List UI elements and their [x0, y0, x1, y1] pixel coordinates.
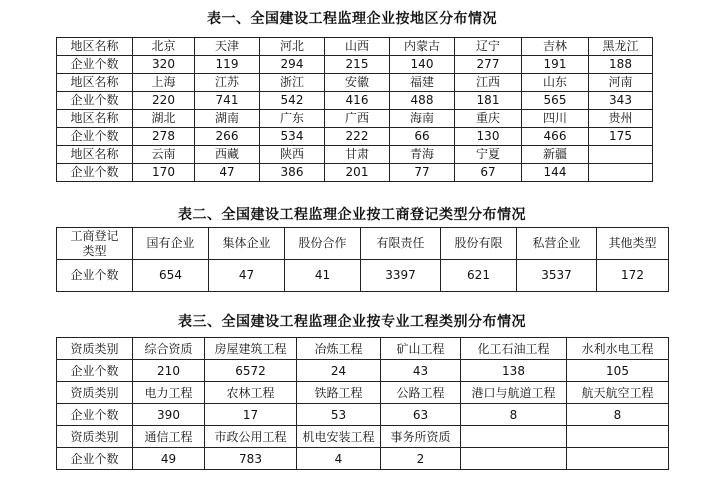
table-cell: 陕西 — [260, 146, 325, 164]
table-cell: 冶炼工程 — [297, 338, 381, 360]
table-cell — [567, 448, 669, 470]
table-cell: 天津 — [195, 38, 260, 56]
region-name-row — [57, 74, 653, 92]
table-cell: 3537 — [517, 260, 597, 292]
table-cell: 广西 — [325, 110, 390, 128]
region-name-row — [57, 38, 653, 56]
row-label-cell: 企业个数 — [57, 448, 133, 470]
table-cell: 43 — [381, 360, 461, 382]
table-cell: 港口与航道工程 — [461, 382, 567, 404]
table-cell: 有限责任 — [361, 228, 441, 260]
table-cell: 国有企业 — [133, 228, 209, 260]
table-cell: 215 — [325, 56, 390, 74]
table-cell: 黑龙江 — [589, 38, 653, 56]
table-cell — [461, 426, 567, 448]
table-cell: 49 — [133, 448, 205, 470]
table-cell — [461, 448, 567, 470]
table-cell: 144 — [522, 164, 589, 182]
table-cell: 云南 — [133, 146, 195, 164]
table-cell: 电力工程 — [133, 382, 205, 404]
table-cell: 浙江 — [260, 74, 325, 92]
region-name-row — [57, 110, 653, 128]
table-cell: 77 — [390, 164, 455, 182]
table-cell: 466 — [522, 128, 589, 146]
table-cell: 220 — [133, 92, 195, 110]
table-cell: 2 — [381, 448, 461, 470]
table-cell: 江西 — [455, 74, 522, 92]
row-label-cell: 企业个数 — [57, 260, 133, 292]
table3-title: 表三、全国建设工程监理企业按专业工程类别分布情况 — [178, 314, 526, 330]
table-cell: 47 — [209, 260, 285, 292]
table-cell: 783 — [205, 448, 297, 470]
row-label-cell: 企业个数 — [57, 128, 133, 146]
table-cell: 386 — [260, 164, 325, 182]
qualification-category-row — [57, 382, 669, 404]
table-cell: 66 — [390, 128, 455, 146]
table-cell: 343 — [589, 92, 653, 110]
row-label-cell: 资质类别 — [57, 382, 133, 404]
table-cell: 119 — [195, 56, 260, 74]
enterprise-count-row — [57, 128, 653, 146]
table-cell: 河南 — [589, 74, 653, 92]
table-cell — [589, 146, 653, 164]
table2-title: 表二、全国建设工程监理企业按工商登记类型分布情况 — [178, 207, 526, 223]
table-cell: 宁夏 — [455, 146, 522, 164]
enterprise-count-row — [57, 448, 669, 470]
registration-type-header-row — [57, 228, 669, 260]
table-cell: 北京 — [133, 38, 195, 56]
row-label-cell: 企业个数 — [57, 404, 133, 426]
table-cell: 农林工程 — [205, 382, 297, 404]
table-cell: 综合资质 — [133, 338, 205, 360]
registration-type-table — [56, 227, 669, 292]
enterprise-count-row — [57, 360, 669, 382]
table-cell: 上海 — [133, 74, 195, 92]
table-cell: 53 — [297, 404, 381, 426]
table-cell: 542 — [260, 92, 325, 110]
row-label-cell: 企业个数 — [57, 360, 133, 382]
table-cell: 191 — [522, 56, 589, 74]
table-cell: 170 — [133, 164, 195, 182]
table-cell: 湖北 — [133, 110, 195, 128]
table-cell: 股份合作 — [285, 228, 361, 260]
row-label-cell: 企业个数 — [57, 92, 133, 110]
table-cell: 吉林 — [522, 38, 589, 56]
table-cell — [567, 426, 669, 448]
row-label-cell: 地区名称 — [57, 110, 133, 128]
table-cell: 181 — [455, 92, 522, 110]
region-name-row — [57, 146, 653, 164]
row-label-cell: 资质类别 — [57, 338, 133, 360]
table-cell: 江苏 — [195, 74, 260, 92]
table-cell: 140 — [390, 56, 455, 74]
table-cell: 新疆 — [522, 146, 589, 164]
table-cell: 私营企业 — [517, 228, 597, 260]
table-cell: 化工石油工程 — [461, 338, 567, 360]
table-cell: 福建 — [390, 74, 455, 92]
table1-title: 表一、全国建设工程监理企业按地区分布情况 — [207, 11, 497, 27]
table-cell: 山东 — [522, 74, 589, 92]
table-cell: 175 — [589, 128, 653, 146]
table-cell: 湖南 — [195, 110, 260, 128]
table-cell: 266 — [195, 128, 260, 146]
row-label-cell: 企业个数 — [57, 56, 133, 74]
table-cell: 矿山工程 — [381, 338, 461, 360]
table-cell: 41 — [285, 260, 361, 292]
table-cell: 130 — [455, 128, 522, 146]
table-cell: 市政公用工程 — [205, 426, 297, 448]
row-label-cell: 地区名称 — [57, 146, 133, 164]
table-cell: 贵州 — [589, 110, 653, 128]
row-label-cell: 地区名称 — [57, 74, 133, 92]
table-cell: 201 — [325, 164, 390, 182]
table-cell: 公路工程 — [381, 382, 461, 404]
table-cell: 621 — [441, 260, 517, 292]
table-cell: 320 — [133, 56, 195, 74]
table-cell: 188 — [589, 56, 653, 74]
table-cell: 甘肃 — [325, 146, 390, 164]
table-cell: 事务所资质 — [381, 426, 461, 448]
table-cell: 138 — [461, 360, 567, 382]
table-cell: 四川 — [522, 110, 589, 128]
table-cell: 安徽 — [325, 74, 390, 92]
enterprise-count-row — [57, 404, 669, 426]
table-cell: 山西 — [325, 38, 390, 56]
table-cell: 集体企业 — [209, 228, 285, 260]
table-cell: 416 — [325, 92, 390, 110]
table-cell: 重庆 — [455, 110, 522, 128]
table-cell: 西藏 — [195, 146, 260, 164]
table-cell: 24 — [297, 360, 381, 382]
table-cell: 4 — [297, 448, 381, 470]
table-cell: 其他类型 — [597, 228, 669, 260]
table-cell: 278 — [133, 128, 195, 146]
row-label-cell: 工商登记 类型 — [57, 228, 133, 260]
table-cell — [589, 164, 653, 182]
table-cell: 741 — [195, 92, 260, 110]
row-label-cell: 地区名称 — [57, 38, 133, 56]
table-cell: 股份有限 — [441, 228, 517, 260]
table-cell: 海南 — [390, 110, 455, 128]
enterprise-count-row — [57, 56, 653, 74]
row-label-cell: 资质类别 — [57, 426, 133, 448]
row-label-cell: 企业个数 — [57, 164, 133, 182]
qualification-category-row — [57, 338, 669, 360]
qualification-category-row — [57, 426, 669, 448]
enterprise-count-row — [57, 92, 653, 110]
table-cell: 8 — [567, 404, 669, 426]
enterprise-count-row — [57, 260, 669, 292]
enterprise-count-row — [57, 164, 653, 182]
specialty-category-table — [56, 337, 669, 470]
table-cell: 青海 — [390, 146, 455, 164]
table-cell: 47 — [195, 164, 260, 182]
table-cell: 机电安装工程 — [297, 426, 381, 448]
table-cell: 654 — [133, 260, 209, 292]
table-cell: 17 — [205, 404, 297, 426]
table-cell: 房屋建筑工程 — [205, 338, 297, 360]
table-cell: 63 — [381, 404, 461, 426]
table-cell: 210 — [133, 360, 205, 382]
table-cell: 105 — [567, 360, 669, 382]
table-cell: 水利水电工程 — [567, 338, 669, 360]
table-cell: 8 — [461, 404, 567, 426]
region-distribution-table — [56, 37, 653, 182]
table-cell: 67 — [455, 164, 522, 182]
table-cell: 390 — [133, 404, 205, 426]
table-cell: 广东 — [260, 110, 325, 128]
table-cell: 河北 — [260, 38, 325, 56]
table-cell: 航天航空工程 — [567, 382, 669, 404]
table-cell: 铁路工程 — [297, 382, 381, 404]
table-cell: 辽宁 — [455, 38, 522, 56]
table-cell: 488 — [390, 92, 455, 110]
table-cell: 通信工程 — [133, 426, 205, 448]
table-cell: 172 — [597, 260, 669, 292]
table-cell: 222 — [325, 128, 390, 146]
table-cell: 内蒙古 — [390, 38, 455, 56]
table-cell: 294 — [260, 56, 325, 74]
table-cell: 6572 — [205, 360, 297, 382]
table-cell: 565 — [522, 92, 589, 110]
table-cell: 534 — [260, 128, 325, 146]
table-cell: 3397 — [361, 260, 441, 292]
table-cell: 277 — [455, 56, 522, 74]
